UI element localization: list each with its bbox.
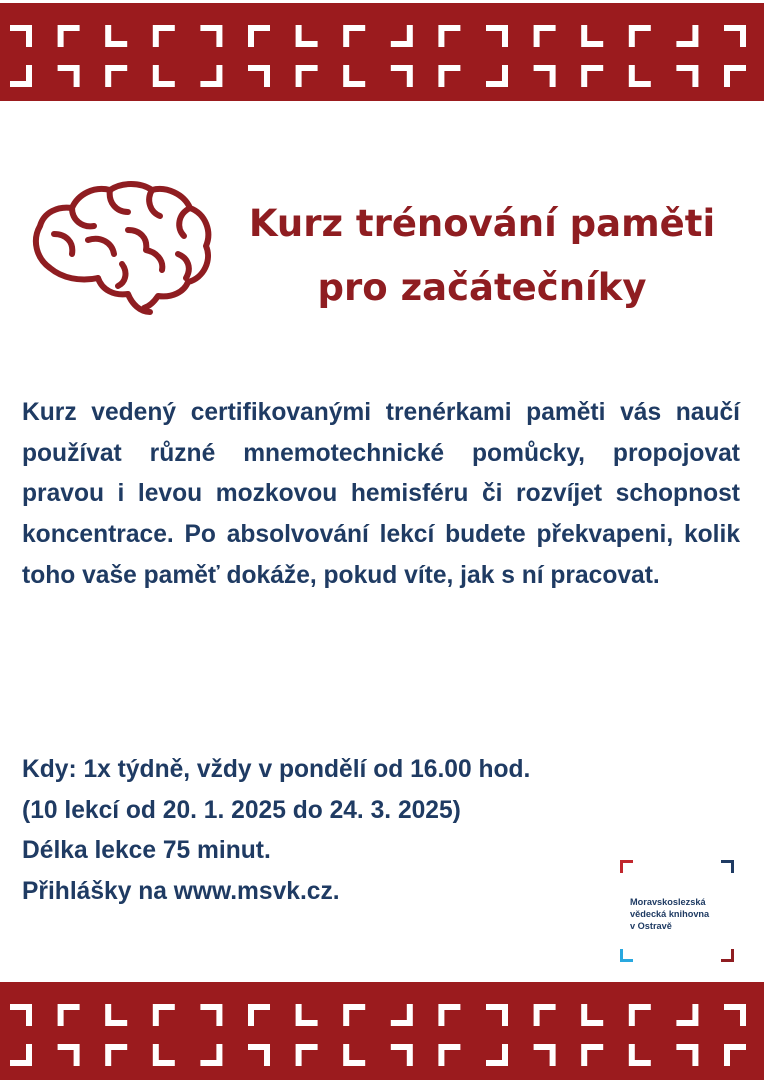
logo-corner-navy	[721, 860, 734, 873]
bracket-shape	[153, 1004, 175, 1026]
bracket-shape	[438, 1044, 460, 1066]
bracket-shape	[248, 1004, 270, 1026]
bracket-shape	[10, 1044, 32, 1066]
logo-corner-red	[620, 860, 633, 873]
bracket-shape	[391, 1044, 413, 1066]
footer-pattern-band	[0, 982, 764, 1080]
bracket-shape	[724, 25, 746, 47]
bracket-shape	[581, 1044, 603, 1066]
bracket-shape	[296, 1004, 318, 1026]
bracket-shape	[105, 65, 127, 87]
bracket-shape	[724, 65, 746, 87]
bracket-shape	[58, 1004, 80, 1026]
logo-line-2: vědecká knihovna	[630, 909, 710, 919]
info-when: Kdy: 1x týdně, vždy v pondělí od 16.00 hod.	[22, 756, 531, 783]
bracket-shape	[534, 1004, 556, 1026]
page-title	[222, 192, 742, 320]
header-pattern-band	[0, 3, 764, 101]
bracket-shape	[296, 25, 318, 47]
course-description: Kurz vedený certifikovanými trenérkami paměti vás naučí používat různé mnemotechnické pomůcky, propojovat pravou i levou mozkovou hemisféru či rozvíjet schopnost koncentrace. Po absolvování lekcí budete překvapeni, kolik toho vaše paměť dokáže, pokud víte, jak s ní pracovat.	[22, 399, 740, 589]
bracket-shape	[248, 25, 270, 47]
bracket-shape	[58, 25, 80, 47]
bracket-shape	[58, 1044, 80, 1066]
logo-corner-darkred	[721, 949, 734, 962]
bracket-shape	[200, 25, 222, 47]
bracket-shape	[343, 25, 365, 47]
bracket-shape	[10, 65, 32, 87]
bracket-shape	[200, 1004, 222, 1026]
bracket-shape	[391, 1004, 413, 1026]
bracket-shape	[438, 1004, 460, 1026]
bracket-shape	[153, 25, 175, 47]
logo-corner-blue	[620, 949, 633, 962]
bracket-shape	[391, 65, 413, 87]
logo-text	[630, 896, 740, 932]
course-info	[22, 750, 662, 912]
bracket-shape	[296, 1044, 318, 1066]
bracket-shape	[581, 25, 603, 47]
bracket-shape	[581, 1004, 603, 1026]
bracket-shape	[486, 1004, 508, 1026]
bracket-shape	[629, 1004, 651, 1026]
bracket-shape	[676, 1004, 698, 1026]
bracket-shape	[105, 1004, 127, 1026]
bracket-shape	[534, 25, 556, 47]
bracket-shape	[10, 1004, 32, 1026]
bracket-shape	[676, 65, 698, 87]
bracket-shape	[343, 65, 365, 87]
title-line-2: pro začátečníky	[317, 266, 647, 309]
corner-bracket-pattern	[0, 3, 764, 101]
bracket-shape	[391, 25, 413, 47]
bracket-shape	[486, 25, 508, 47]
info-length: Délka lekce 75 minut.	[22, 837, 271, 864]
bracket-shape	[534, 1044, 556, 1066]
bracket-shape	[105, 1044, 127, 1066]
bracket-shape	[248, 1044, 270, 1066]
bracket-shape	[200, 65, 222, 87]
bracket-shape	[438, 25, 460, 47]
bracket-shape	[724, 1004, 746, 1026]
info-lessons: (10 lekcí od 20. 1. 2025 do 24. 3. 2025)	[22, 796, 461, 824]
info-signup: Přihlášky na www.msvk.cz.	[22, 877, 340, 905]
bracket-shape	[629, 25, 651, 47]
bracket-shape	[343, 1004, 365, 1026]
bracket-shape	[486, 65, 508, 87]
bracket-shape	[581, 65, 603, 87]
bracket-shape	[486, 1044, 508, 1066]
bracket-shape	[438, 65, 460, 87]
bracket-shape	[153, 65, 175, 87]
bracket-shape	[343, 1044, 365, 1066]
corner-bracket-pattern	[0, 982, 764, 1080]
bracket-shape	[534, 65, 556, 87]
bracket-shape	[629, 65, 651, 87]
bracket-shape	[676, 25, 698, 47]
bracket-shape	[10, 25, 32, 47]
bracket-shape	[248, 65, 270, 87]
title-line-1: Kurz trénování paměti	[248, 202, 716, 245]
brain-icon	[28, 178, 214, 318]
logo-line-3: v Ostravě	[630, 921, 672, 931]
bracket-shape	[296, 65, 318, 87]
bracket-shape	[676, 1044, 698, 1066]
logo-line-1: Moravskoslezská	[630, 897, 706, 907]
bracket-shape	[724, 1044, 746, 1066]
library-logo	[614, 854, 746, 972]
bracket-shape	[200, 1044, 222, 1066]
bracket-shape	[629, 1044, 651, 1066]
bracket-shape	[105, 25, 127, 47]
bracket-shape	[58, 65, 80, 87]
bracket-shape	[153, 1044, 175, 1066]
